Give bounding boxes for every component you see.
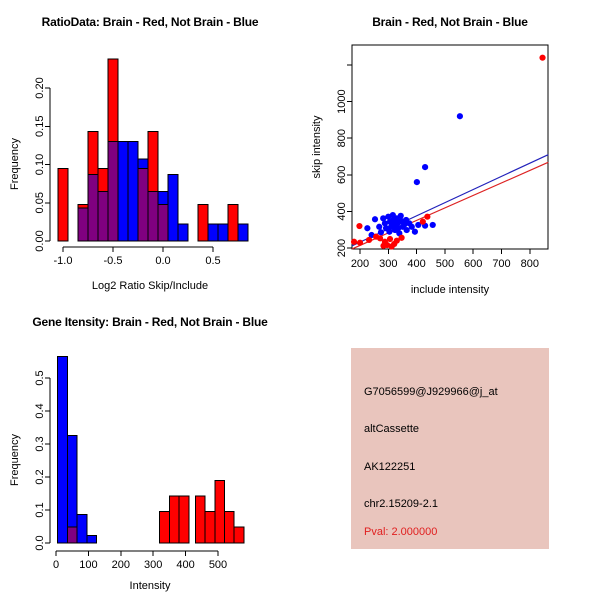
svg-text:600: 600 (336, 165, 348, 184)
scatter-xlabel: include intensity (410, 284, 490, 296)
svg-text:0.15: 0.15 (34, 115, 46, 137)
svg-text:400: 400 (176, 559, 195, 571)
svg-text:0.0: 0.0 (155, 255, 171, 267)
svg-text:0.05: 0.05 (34, 192, 46, 214)
svg-text:100: 100 (79, 559, 98, 571)
svg-text:0.5: 0.5 (34, 370, 46, 386)
svg-text:0.1: 0.1 (34, 502, 46, 518)
ratio-histogram-ylabel: Frequency (9, 138, 21, 190)
pval-text: Pval: 2.000000 (364, 526, 438, 538)
gene-histogram-plot (0, 300, 300, 600)
gene-histogram-ylabel: Frequency (9, 434, 21, 486)
probe-id-text: G7056599@J929966@j_at (364, 386, 498, 398)
ratio-histogram-plot (0, 0, 300, 300)
svg-text:200: 200 (336, 238, 348, 258)
svg-text:-1.0: -1.0 (53, 255, 73, 267)
gene-info-box (351, 348, 549, 549)
svg-text:400: 400 (407, 258, 426, 270)
svg-text:0: 0 (52, 559, 60, 571)
svg-text:0.5: 0.5 (205, 255, 221, 267)
locus-text: chr2.15209-2.1 (364, 498, 438, 510)
svg-text:300: 300 (379, 258, 398, 270)
svg-text:1000: 1000 (336, 89, 348, 114)
svg-text:700: 700 (492, 258, 511, 270)
ratio-histogram-title: RatioData: Brain - Red, Not Brain - Blue (41, 15, 259, 29)
svg-text:0.10: 0.10 (34, 153, 46, 176)
svg-text:0.20: 0.20 (34, 77, 46, 99)
svg-text:300: 300 (144, 559, 163, 571)
svg-text:0.2: 0.2 (34, 469, 46, 485)
svg-text:0.4: 0.4 (34, 403, 46, 419)
svg-text:0.0: 0.0 (34, 535, 46, 551)
intensity-scatter-plot (300, 0, 600, 300)
svg-text:500: 500 (435, 258, 455, 270)
svg-text:800: 800 (336, 129, 348, 148)
scatter-title: Brain - Red, Not Brain - Blue (372, 15, 528, 29)
accession-text: AK122251 (364, 461, 416, 473)
svg-text:600: 600 (464, 258, 483, 270)
svg-text:0.00: 0.00 (34, 230, 46, 252)
ratio-histogram-xlabel: Log2 Ratio Skip/Include (91, 280, 209, 292)
svg-text:200: 200 (350, 258, 370, 270)
svg-text:-0.5: -0.5 (103, 255, 123, 267)
event-type-text: altCassette (364, 423, 420, 435)
gene-histogram-xlabel: Intensity (129, 580, 171, 592)
svg-text:200: 200 (111, 559, 130, 571)
svg-text:0.3: 0.3 (34, 436, 46, 452)
svg-text:800: 800 (520, 258, 539, 270)
gene-histogram-title: Gene Itensity: Brain - Red, Not Brain - Blue (32, 315, 268, 329)
svg-text:400: 400 (336, 202, 348, 221)
svg-text:500: 500 (208, 559, 228, 571)
scatter-ylabel: skip intensity (311, 115, 323, 179)
